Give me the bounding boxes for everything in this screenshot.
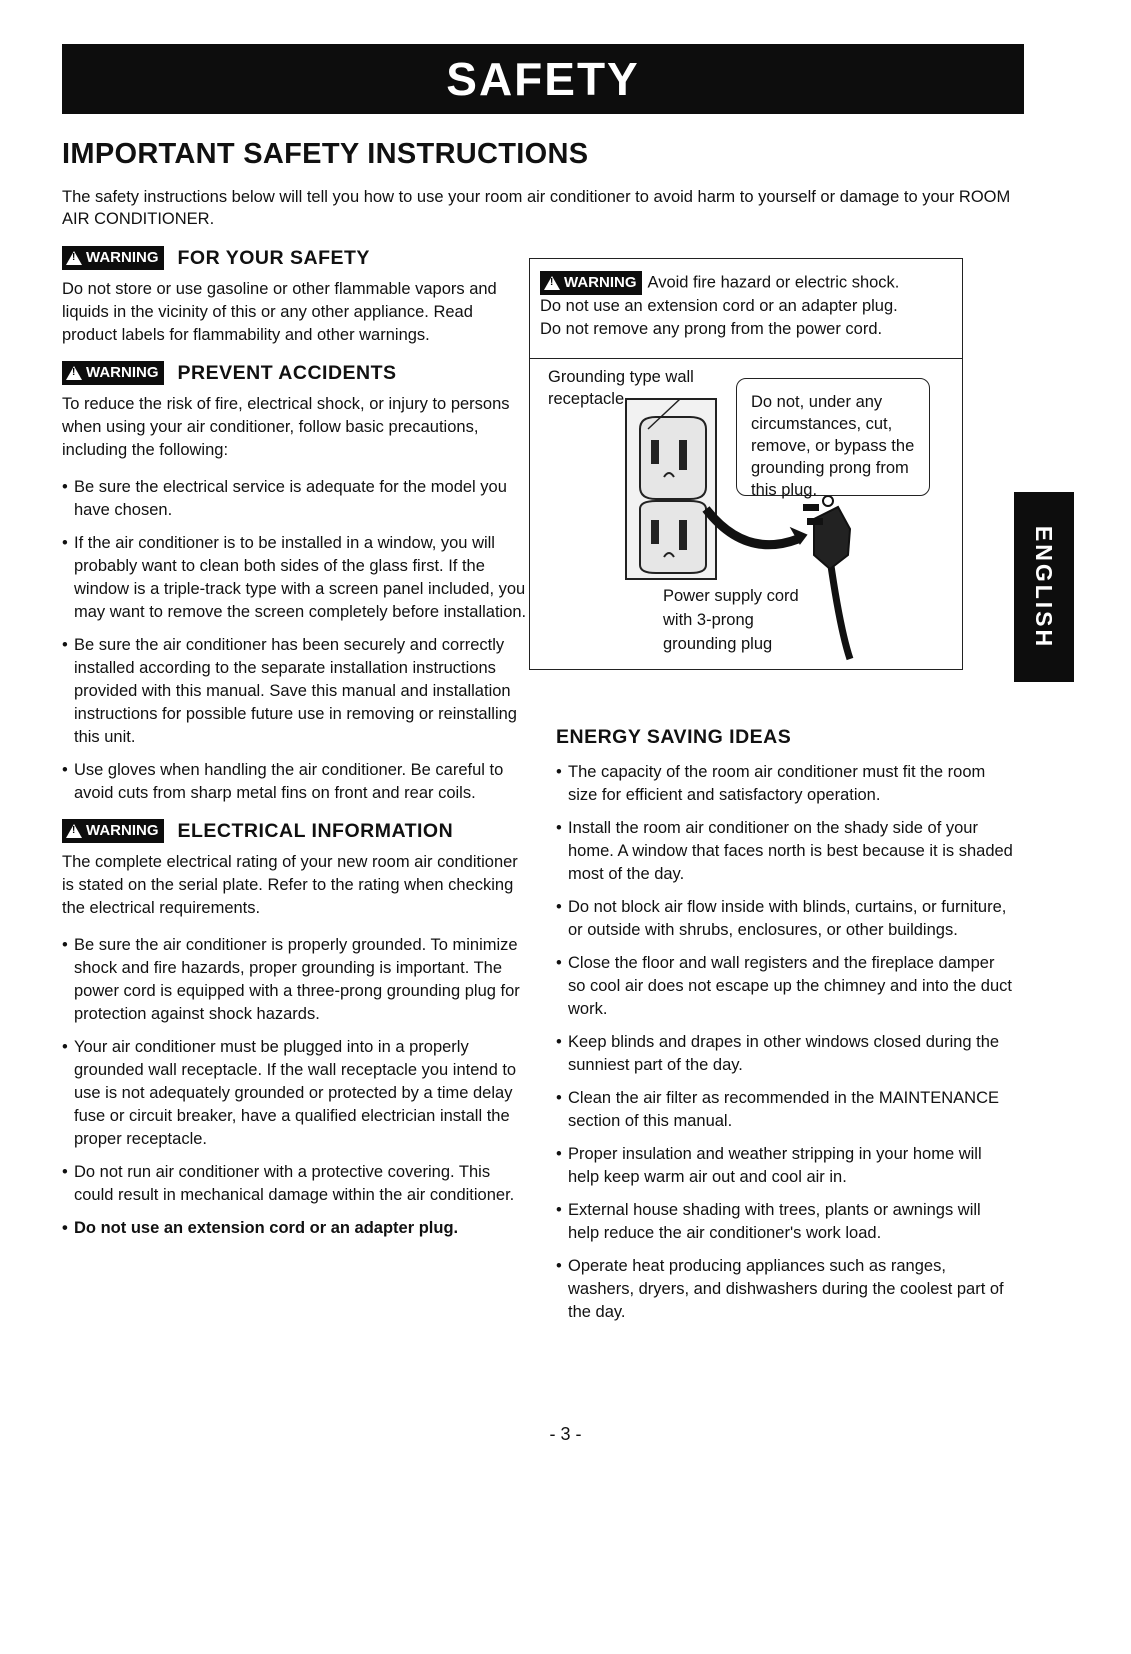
section-paragraph: To reduce the risk of fire, electrical shock, or injury to persons when using your air conditioner, follow basic precautions, including the following: — [62, 395, 510, 459]
list-item: • Operate heat producing appliances such as ranges, washers, dryers, and dishwashers during the coolest part of the day. — [556, 1255, 1016, 1324]
warning-badge — [540, 271, 642, 295]
warning-label: WARNING — [564, 274, 637, 291]
warning-badge — [62, 246, 164, 270]
language-tab — [1014, 492, 1074, 682]
wall-receptacle-icon — [626, 399, 716, 579]
electrical-information-section — [62, 819, 532, 1240]
warning-box-line: Do not remove any prong from the power cord. — [540, 320, 883, 338]
page-number: - 3 - — [549, 1424, 582, 1444]
section-heading: PREVENT ACCIDENTS — [177, 361, 397, 384]
list-item: • Keep blinds and drapes in other windows closed during the sunniest part of the day. — [556, 1031, 1016, 1077]
warning-label: WARNING — [86, 249, 159, 266]
warning-triangle-icon — [544, 276, 560, 290]
list-item: • Your air conditioner must be plugged into in a properly grounded wall receptacle. If the wall receptacle you intend to use is not adequately grounded or protected by a time delay fuse or circuit breaker, have a qualified electrician install the proper receptacle. — [62, 1036, 532, 1151]
power-cord-label-line: grounding plug — [663, 635, 773, 653]
warning-triangle-icon — [66, 824, 82, 838]
bullet-list — [62, 934, 532, 1240]
three-prong-plug-icon — [804, 496, 850, 569]
bullet-list — [62, 476, 532, 805]
list-item: • The capacity of the room air conditioner must fit the room size for efficient and satisfactory operation. — [556, 761, 1016, 807]
list-item: • Clean the air filter as recommended in the MAINTENANCE section of this manual. — [556, 1087, 1016, 1133]
grounding-receptacle-label: Grounding type wall receptacle — [548, 368, 694, 408]
language-tab-label: ENGLISH — [1031, 525, 1058, 649]
section-heading: ENERGY SAVING IDEAS — [556, 726, 792, 748]
list-item: • Proper insulation and weather stripping in your home will help keep warm air out and cool air in. — [556, 1143, 1016, 1189]
warning-box-lead: Avoid fire hazard or electric shock. — [647, 273, 900, 292]
warning-triangle-icon — [66, 251, 82, 265]
page-title: IMPORTANT SAFETY INSTRUCTIONS — [62, 138, 589, 170]
intro-paragraph: The safety instructions below will tell you how to use your room air conditioner to avoid harm to yourself or damage to your ROOM AIR CONDITIONER. — [62, 188, 1011, 228]
warning-label: WARNING — [86, 364, 159, 381]
section-paragraph: Do not store or use gasoline or other flammable vapors and liquids in the vicinity of this or any other appliance. Read product labels for flammability and other warnings. — [62, 280, 497, 344]
list-item: • Do not block air flow inside with blinds, curtains, or furniture, or outside with shrubs, enclosures, or other buildings. — [556, 896, 1016, 942]
power-cord-label-line: Power supply cord — [663, 587, 799, 605]
list-item: • External house shading with trees, plants or awnings will help reduce the air conditioner's work load. — [556, 1199, 1016, 1245]
for-your-safety-section — [62, 246, 532, 347]
section-paragraph: The complete electrical rating of your new room air conditioner is stated on the serial plate. Refer to the rating when checking the electrical requirements. — [62, 853, 518, 917]
warning-box-line — [540, 271, 952, 295]
energy-saving-section — [556, 726, 1016, 1338]
list-item: • Use gloves when handling the air conditioner. Be careful to avoid cuts from sharp metal fins on front and rear coils. — [62, 759, 532, 805]
warning-label: WARNING — [86, 822, 159, 839]
section-header — [62, 361, 532, 385]
list-item: • Install the room air conditioner on the shady side of your home. A window that faces north is best because it is shaded most of the day. — [556, 817, 1016, 886]
list-item: • Do not use an extension cord or an adapter plug. — [62, 1217, 532, 1240]
list-item: • Be sure the electrical service is adequate for the model you have chosen. — [62, 476, 532, 522]
section-header — [62, 819, 532, 843]
list-item: • If the air conditioner is to be installed in a window, you will probably want to clean both sides of the glass first. If the window is a triple-track type with a screen panel included, you may want to remove the screen completely before installation. — [62, 532, 532, 624]
power-cord-label-line: with 3-prong — [663, 611, 754, 629]
list-item: • Close the floor and wall registers and the fireplace damper so cool air does not escape up the chimney and into the duct work. — [556, 952, 1016, 1021]
warning-badge — [62, 361, 164, 385]
grounding-prong-callout: Do not, under any circumstances, cut, remove, or bypass the grounding prong from this plug. — [736, 378, 930, 496]
list-item: • Be sure the air conditioner has been securely and correctly installed according to the separate installation instructions provided with this manual. Save this manual and installation instructions for possible future use in removing or reinstalling this unit. — [62, 634, 532, 749]
section-banner: SAFETY — [62, 44, 1024, 114]
left-column — [62, 246, 532, 1254]
list-item: • Be sure the air conditioner is properly grounded. To minimize shock and fire hazards, proper grounding is important. The power cord is equipped with a three-prong grounding plug for protection against shock hazards. — [62, 934, 532, 1026]
warning-box-text — [530, 259, 962, 359]
power-cord-label — [663, 584, 833, 656]
prevent-accidents-section — [62, 361, 532, 805]
list-item: • Do not run air conditioner with a protective covering. This could result in mechanical damage within the air conditioner. — [62, 1161, 532, 1207]
section-header — [62, 246, 532, 270]
section-heading: FOR YOUR SAFETY — [177, 246, 370, 269]
warning-box-line: Do not use an extension cord or an adapter plug. — [540, 297, 898, 315]
section-heading: ELECTRICAL INFORMATION — [177, 819, 454, 842]
warning-badge — [62, 819, 164, 843]
warning-triangle-icon — [66, 366, 82, 380]
bullet-list — [556, 761, 1016, 1324]
